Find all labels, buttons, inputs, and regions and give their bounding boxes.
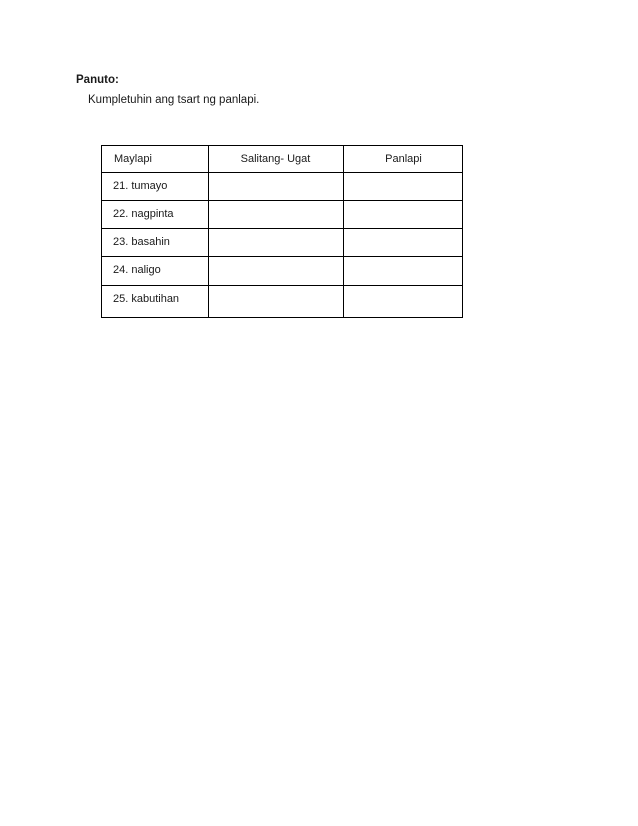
row-maylapi: 22. nagpinta <box>113 208 174 220</box>
row-divider <box>102 200 462 201</box>
row-divider <box>102 285 462 286</box>
panlapi-chart <box>101 145 463 318</box>
row-maylapi: 24. naligo <box>113 264 161 276</box>
row-maylapi: 21. tumayo <box>113 180 168 192</box>
row-divider <box>102 256 462 257</box>
row-maylapi: 23. basahin <box>113 236 170 248</box>
instructions-title: Panuto: <box>76 74 119 86</box>
header-panlapi: Panlapi <box>385 153 422 165</box>
header-salitang-ugat: Salitang- Ugat <box>240 153 311 165</box>
row-maylapi: 25. kabutihan <box>113 293 180 305</box>
header-maylapi: Maylapi <box>114 153 152 165</box>
row-divider <box>102 228 462 229</box>
row-divider <box>102 172 462 173</box>
instructions-text: Kumpletuhin ang tsart ng panlapi. <box>88 94 260 106</box>
